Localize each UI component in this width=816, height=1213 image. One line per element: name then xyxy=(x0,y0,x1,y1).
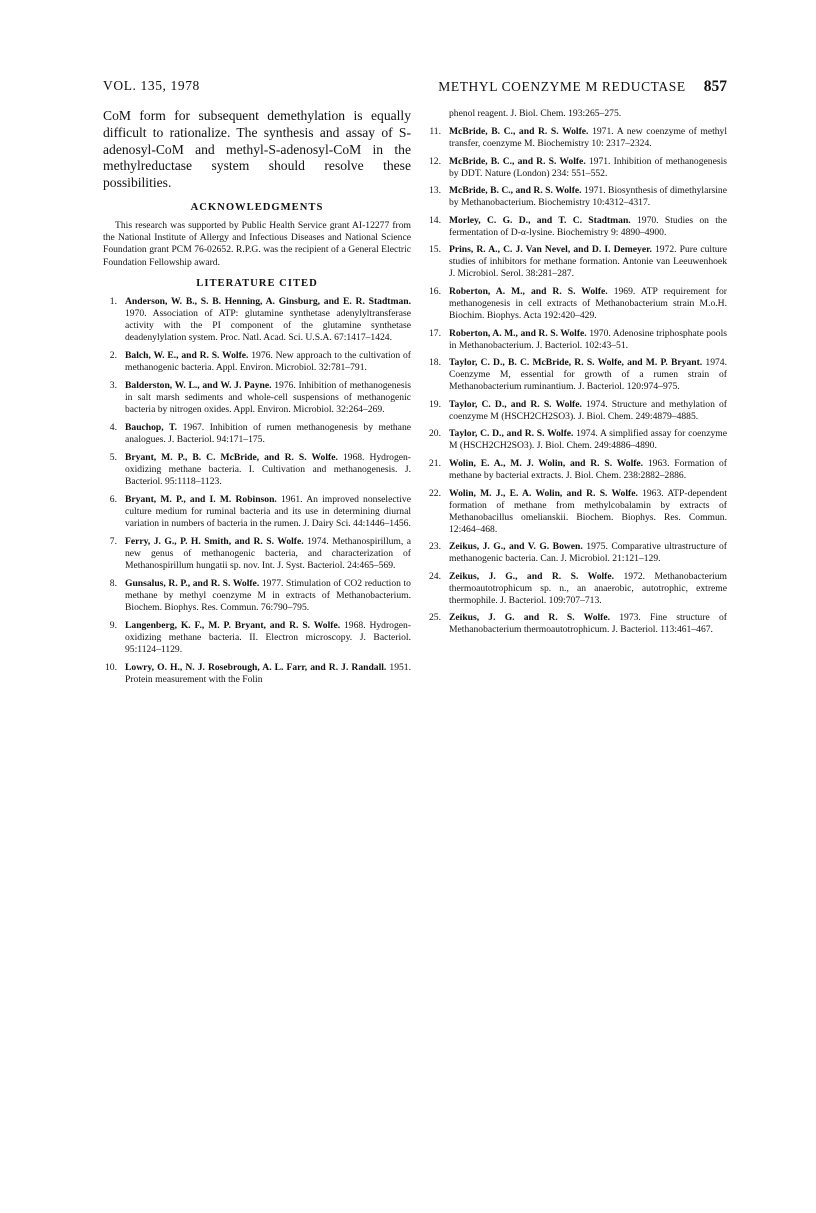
reference-number: 5. xyxy=(109,451,117,463)
reference-item xyxy=(427,399,727,423)
reference-number: 6. xyxy=(109,493,117,505)
reference-text: 1951. Protein measurement with the Folin xyxy=(125,661,411,685)
reference-authors: Prins, R. A., C. J. Van Nevel, and D. I. Demeyer. xyxy=(449,244,652,256)
reference-text: 1972. Methanobacterium thermoautotrophicum sp. n., an anaerobic, autotrophic, extreme thermophile. J. Bacteriol. 109:707–713. xyxy=(449,570,727,606)
reference-item xyxy=(427,156,727,180)
reference-text: 1974. A simplified assay for coenzyme M (HSCH2CH2SO3). J. Biol. Chem. 249:4886–4890. xyxy=(449,428,727,452)
reference-authors: Gunsalus, R. P., and R. S. Wolfe. xyxy=(125,577,260,589)
reference-authors: Roberton, A. M., and R. S. Wolfe. xyxy=(449,327,587,339)
reference-authors: Balch, W. E., and R. S. Wolfe. xyxy=(125,349,249,361)
reference-item xyxy=(427,357,727,393)
reference-text: 1976. Inhibition of methanogenesis in salt marsh sediments and whole-cell suspensions of methanogenic bacteria by nitrogen oxides. Appl. Environ. Microbiol. 32:264–269. xyxy=(125,379,411,415)
reference-number: 20. xyxy=(429,428,441,440)
reference-text: 1963. ATP-dependent formation of methane from methylcobalamin by extracts of Methanobacillus omelianskii. Biochem. Biophys. Res. Commun. 12:464–468. xyxy=(449,487,727,535)
reference-text: 1971. Inhibition of methanogenesis by DDT. Nature (London) 234: 551–552. xyxy=(449,155,727,179)
acknowledgments-text: This research was supported by Public Health Service grant AI-12277 from the National Institute of Allergy and Infectious Diseases and National Science Foundation grant PCM 76-02652. R.P.G. was the recipient of a General Electric Foundation Fellowship award. xyxy=(103,219,411,268)
reference-text: 1971. A new coenzyme of methyl transfer, coenzyme M. Biochemistry 10: 2317–2324. xyxy=(449,126,728,149)
reference-authors: Zeikus, J. G., and V. G. Bowen. xyxy=(449,541,583,553)
reference-number: 3. xyxy=(109,379,117,391)
reference-item xyxy=(427,126,727,150)
reference-authors: Morley, C. G. D., and T. C. Stadtman. xyxy=(449,214,631,226)
reference-item xyxy=(103,494,411,530)
reference-authors: Bauchop, T. xyxy=(125,421,178,433)
reference-number: 14. xyxy=(429,214,441,226)
running-header xyxy=(438,78,727,96)
page-header xyxy=(103,78,727,100)
reference-text: 1975. Comparative ultrastructure of methanogenic bacteria. Can. J. Microbiol. 21:121–129. xyxy=(449,541,727,565)
reference-item xyxy=(103,578,411,614)
reference-text: 1969. ATP requirement for methanogenesis in cell extracts of Methanobacterium strain M.o.H. Biochim. Biophys. Acta 192:420–429. xyxy=(449,285,727,321)
reference-number: 2. xyxy=(109,349,117,361)
reference-authors: Lowry, O. H., N. J. Rosebrough, A. L. Farr, and R. J. Randall. xyxy=(125,661,387,673)
reference-item xyxy=(103,380,411,416)
reference-number: 4. xyxy=(109,421,117,433)
reference-number: 25. xyxy=(429,612,441,624)
reference-number: 19. xyxy=(429,398,441,410)
reference-authors: McBride, B. C., and R. S. Wolfe. xyxy=(449,126,589,137)
reference-authors: Wolin, E. A., M. J. Wolin, and R. S. Wolfe. xyxy=(449,457,644,469)
reference-item xyxy=(103,620,411,656)
reference-text: 1972. Pure culture studies of inhibitors for methane formation. Antonie van Leeuwenhoek J. Microbiol. Serol. 38:281–287. xyxy=(449,244,727,280)
reference-continuation: phenol reagent. J. Biol. Chem. 193:265–275. xyxy=(449,108,622,119)
reference-text: 1970. Association of ATP: glutamine synthetase adenylyltransferase activity with the PI component of the glutamine synthetase deadenylylation system. Proc. Natl. Acad. Sci. U.S.A. 67:1417–1424. xyxy=(125,307,411,343)
reference-number: 12. xyxy=(429,155,441,167)
reference-authors: Bryant, M. P., and I. M. Robinson. xyxy=(125,493,277,505)
reference-item xyxy=(103,350,411,374)
reference-text: 1974. Coenzyme M, essential for growth of a rumen strain of Methanobacterium ruminantium. J. Bacteriol. 120:974–975. xyxy=(449,357,727,393)
reference-authors: Ferry, J. G., P. H. Smith, and R. S. Wolfe. xyxy=(125,535,304,547)
reference-item xyxy=(427,215,727,239)
literature-heading: LITERATURE CITED xyxy=(196,277,318,289)
reference-text: 1961. An improved nonselective culture medium for ruminal bacteria and its use in determining diurnal variation in numbers of bacteria in the rumen. J. Dairy Sci. 44:1446–1456. xyxy=(125,493,411,529)
reference-authors: Taylor, C. D., and R. S. Wolfe. xyxy=(449,398,582,410)
reference-authors: Langenberg, K. F., M. P. Bryant, and R. S. Wolfe. xyxy=(125,619,341,631)
reference-item xyxy=(427,286,727,322)
reference-authors: Roberton, A. M., and R. S. Wolfe. xyxy=(449,285,608,297)
reference-authors: Taylor, C. D., and R. S. Wolfe. xyxy=(449,428,574,440)
reference-item xyxy=(427,458,727,482)
reference-text: 1973. Fine structure of Methanobacterium thermoautotrophicum. J. Bacteriol. 113:461–467. xyxy=(449,612,727,636)
reference-item xyxy=(103,536,411,572)
reference-authors: Wolin, M. J., E. A. Wolin, and R. S. Wolfe. xyxy=(449,487,638,499)
reference-number: 11. xyxy=(429,126,441,137)
reference-number: 1. xyxy=(109,295,117,307)
lead-paragraph: CoM form for subsequent demethylation is equally difficult to rationalize. The synthesis and assay of S-adenosyl-CoM and methyl-S-adenosyl-CoM in the methylreductase system should resolve these possibilities. xyxy=(103,108,411,191)
reference-text: 1967. Inhibition of rumen methanogenesis by methane analogues. J. Bacteriol. 94:171–175. xyxy=(125,421,411,445)
reference-text: 1968. Hydrogen-oxidizing methane bacteria. II. Electron microscopy. J. Bacteriol. 95:1124–1129. xyxy=(125,619,412,655)
reference-text: 1977. Stimulation of CO2 reduction to methane by methyl coenzyme M in extracts of Methanobacterium. Biochem. Biophys. Res. Commun. 76:790–795. xyxy=(125,577,411,613)
page-number: 857 xyxy=(703,78,727,95)
reference-list-left xyxy=(103,296,411,686)
reference-text: 1970. Studies on the fermentation of D-α-lysine. Biochemistry 9: 4890–4900. xyxy=(449,214,727,238)
reference-number: 13. xyxy=(429,185,441,197)
reference-authors: Bryant, M. P., B. C. McBride, and R. S. Wolfe. xyxy=(125,451,338,463)
reference-text: 1963. Formation of methane by bacterial extracts. J. Biol. Chem. 238:2882–2886. xyxy=(449,457,727,481)
reference-item xyxy=(103,452,411,488)
reference-item xyxy=(427,571,727,607)
reference-list-right xyxy=(427,126,727,636)
reference-item xyxy=(427,612,727,636)
reference-item xyxy=(427,185,727,209)
left-column xyxy=(103,108,411,692)
reference-authors: Balderston, W. L., and W. J. Payne. xyxy=(125,379,272,391)
reference-item xyxy=(103,296,411,344)
reference-item xyxy=(427,541,727,565)
reference-text: 1968. Hydrogen-oxidizing methane bacteria. I. Cultivation and methanogenesis. J. Bacteriol. 95:1118–1123. xyxy=(125,451,412,487)
reference-item xyxy=(103,422,411,446)
acknowledgments-heading: ACKNOWLEDGMENTS xyxy=(190,201,324,213)
reference-number: 22. xyxy=(429,487,441,499)
reference-item xyxy=(103,662,411,686)
reference-authors: McBride, B. C., and R. S. Wolfe. xyxy=(449,185,582,197)
reference-number: 18. xyxy=(429,357,441,369)
reference-item xyxy=(427,244,727,280)
reference-number: 24. xyxy=(429,570,441,582)
reference-authors: Zeikus, J. G. and R. S. Wolfe. xyxy=(449,612,611,624)
reference-number: 15. xyxy=(429,244,441,256)
reference-number: 16. xyxy=(429,285,441,297)
reference-item xyxy=(427,428,727,452)
reference-authors: Zeikus, J. G., and R. S. Wolfe. xyxy=(449,570,615,582)
reference-authors: McBride, B. C., and R. S. Wolfe. xyxy=(449,155,586,167)
reference-number: 8. xyxy=(109,577,117,589)
reference-text: 1974. Methanospirillum, a new genus of methanogenic bacteria, and characterization of Methanospirillum hungatii sp. nov. Int. J. Syst. Bacteriol. 24:465–569. xyxy=(125,535,411,571)
reference-authors: Taylor, C. D., B. C. McBride, R. S. Wolfe, and M. P. Bryant. xyxy=(449,357,703,369)
reference-number: 7. xyxy=(109,535,117,547)
reference-text: 1974. Structure and methylation of coenzyme M (HSCH2CH2SO3). J. Biol. Chem. 249:4879–4885. xyxy=(449,398,727,422)
reference-number: 17. xyxy=(429,327,441,339)
right-column xyxy=(427,108,727,642)
reference-text: 1976. New approach to the cultivation of methanogenic bacteria. Appl. Environ. Microbiol. 32:781–791. xyxy=(125,349,411,373)
reference-item xyxy=(427,328,727,352)
reference-text: 1971. Biosynthesis of dimethylarsine by Methanobacterium. Biochemistry 10:4312–4317. xyxy=(449,185,727,209)
reference-text: 1970. Adenosine triphosphate pools in Methanobacterium. J. Bacteriol. 102:43–51. xyxy=(449,327,727,351)
reference-number: 10. xyxy=(105,661,117,673)
journal-volume: VOL. 135, 1978 xyxy=(103,78,200,93)
running-title: METHYL COENZYME M REDUCTASE xyxy=(438,79,686,94)
reference-number: 23. xyxy=(429,541,441,553)
reference-item xyxy=(427,488,727,536)
reference-number: 21. xyxy=(429,457,441,469)
reference-number: 9. xyxy=(109,619,117,631)
reference-authors: Anderson, W. B., S. B. Henning, A. Ginsburg, and E. R. Stadtman. xyxy=(125,295,411,307)
